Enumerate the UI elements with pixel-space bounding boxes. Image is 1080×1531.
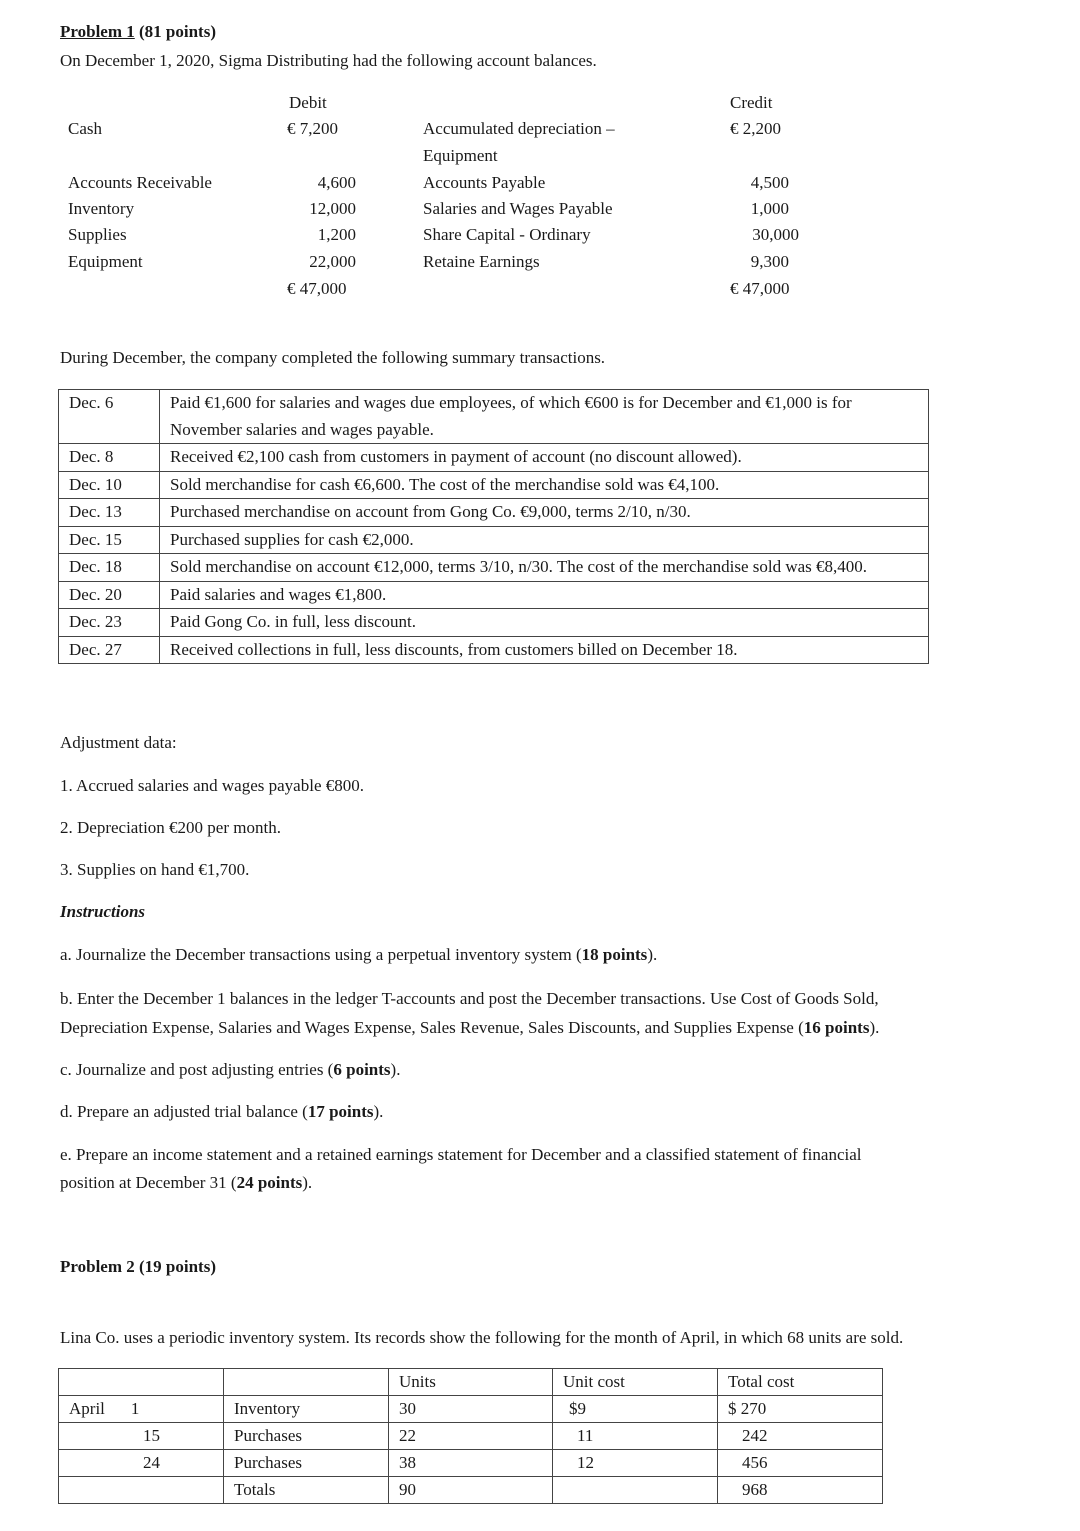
debit-account-name: Inventory — [68, 199, 135, 218]
adjustment-item: 1. Accrued salaries and wages payable €800. — [60, 776, 364, 795]
table-row — [59, 609, 929, 637]
debit-account-amount: 1,200 — [317, 225, 356, 244]
header-units: Units — [389, 1369, 553, 1396]
instruction-points: 6 points — [333, 1060, 391, 1079]
transaction-text: Purchased merchandise on account from Gong Co. €9,000, terms 2/10, n/30. — [160, 499, 929, 527]
table-row — [59, 1369, 883, 1396]
instructions-heading: Instructions — [60, 902, 146, 921]
instruction-text: position at December 31 ( — [60, 1173, 237, 1192]
instruction-b-cont — [60, 1018, 879, 1038]
transaction-date: Dec. 20 — [59, 581, 160, 609]
transaction-date: Dec. 8 — [59, 444, 160, 472]
description: Purchases — [224, 1450, 389, 1477]
debit-header: Debit — [289, 93, 327, 112]
problem2-intro: Lina Co. uses a periodic inventory system. Its records show the following for the month of April, in which 68 units are sold. — [60, 1328, 904, 1347]
instruction-b: b. Enter the December 1 balances in the ledger T-accounts and post the December transactions. Use Cost of Goods Sold, — [60, 989, 879, 1008]
debit-account-name: Accounts Receivable — [68, 173, 212, 192]
problem1-points: (81 points) — [139, 22, 216, 41]
transaction-date: Dec. 13 — [59, 499, 160, 527]
instruction-text: a. Journalize the December transactions using a perpetual inventory system ( — [60, 945, 582, 964]
transaction-text: Received €2,100 cash from customers in payment of account (no discount allowed). — [160, 444, 929, 472]
units: 30 — [389, 1396, 553, 1423]
instruction-d — [60, 1102, 383, 1122]
table-row — [59, 1423, 883, 1450]
transaction-text: Purchased supplies for cash €2,000. — [160, 526, 929, 554]
total-cost: 968 — [718, 1477, 883, 1504]
day: 1 — [130, 1399, 140, 1418]
credit-account-name: Salaries and Wages Payable — [423, 199, 613, 218]
transaction-date: Dec. 27 — [59, 636, 160, 664]
unit-cost: 12 — [553, 1450, 718, 1477]
transaction-date: Dec. 15 — [59, 526, 160, 554]
problem1-heading — [60, 22, 216, 42]
instruction-end: ). — [647, 945, 658, 964]
adjustment-item: 2. Depreciation €200 per month. — [60, 818, 281, 837]
month: April — [69, 1399, 105, 1418]
problem2-title: Problem 2 (19 points) — [60, 1257, 216, 1276]
credit-account-amount: € 2,200 — [730, 119, 781, 138]
table-row — [59, 1450, 883, 1477]
credit-account-name: Accumulated depreciation – — [423, 119, 615, 138]
units: 22 — [389, 1423, 553, 1450]
units: 38 — [389, 1450, 553, 1477]
instruction-end: ). — [390, 1060, 401, 1079]
header-blank — [59, 1369, 224, 1396]
header-total-cost: Total cost — [718, 1369, 883, 1396]
header-unit-cost: Unit cost — [553, 1369, 718, 1396]
table-row — [59, 471, 929, 499]
problem1-title: Problem 1 — [60, 22, 135, 41]
table-row — [59, 581, 929, 609]
table-row — [59, 526, 929, 554]
debit-account-amount: € 7,200 — [287, 119, 338, 138]
date-cell — [59, 1477, 224, 1504]
adjustment-item: 3. Supplies on hand €1,700. — [60, 860, 250, 879]
unit-cost: $9 — [553, 1396, 718, 1423]
instruction-e-cont — [60, 1173, 312, 1193]
instruction-text: c. Journalize and post adjusting entries ( — [60, 1060, 334, 1079]
table-row — [59, 636, 929, 664]
instruction-end: ). — [373, 1102, 384, 1121]
credit-account-name: Accounts Payable — [423, 173, 546, 192]
transaction-text: Paid Gong Co. in full, less discount. — [160, 609, 929, 637]
transactions-table — [58, 389, 929, 664]
instruction-e: e. Prepare an income statement and a retained earnings statement for December and a classified statement of financial — [60, 1145, 862, 1164]
instruction-text: Depreciation Expense, Salaries and Wages Expense, Sales Revenue, Sales Discounts, and Supplies Expense ( — [60, 1018, 804, 1037]
day: 15 — [59, 1423, 224, 1450]
credit-total: € 47,000 — [730, 279, 790, 298]
table-row — [59, 390, 929, 444]
debit-account-name: Equipment — [68, 252, 143, 271]
table-row — [59, 444, 929, 472]
instruction-end: ). — [302, 1173, 313, 1192]
credit-account-amount: 1,000 — [750, 199, 789, 218]
instruction-points: 17 points — [307, 1102, 374, 1121]
total-cost: $ 270 — [718, 1396, 883, 1423]
description: Purchases — [224, 1423, 389, 1450]
debit-account-amount: 12,000 — [309, 199, 356, 218]
transaction-date: Dec. 18 — [59, 554, 160, 582]
table-row — [59, 1477, 883, 1504]
credit-account-amount: 4,500 — [750, 173, 789, 192]
transaction-date: Dec. 10 — [59, 471, 160, 499]
total-cost: 242 — [718, 1423, 883, 1450]
table-row — [59, 1396, 883, 1423]
day: 24 — [59, 1450, 224, 1477]
transactions-intro: During December, the company completed the following summary transactions. — [60, 348, 606, 367]
credit-account-name: Share Capital - Ordinary — [423, 225, 591, 244]
header-blank — [224, 1369, 389, 1396]
inventory-table — [58, 1368, 883, 1504]
instruction-c — [60, 1060, 400, 1080]
units: 90 — [389, 1477, 553, 1504]
instruction-text: d. Prepare an adjusted trial balance ( — [60, 1102, 308, 1121]
table-row — [59, 554, 929, 582]
credit-header: Credit — [730, 93, 773, 112]
instruction-points: 16 points — [803, 1018, 870, 1037]
debit-account-amount: 4,600 — [317, 173, 356, 192]
credit-account-name-cont: Equipment — [423, 146, 498, 165]
problem1-intro: On December 1, 2020, Sigma Distributing had the following account balances. — [60, 51, 597, 70]
table-row — [59, 499, 929, 527]
adjustment-heading: Adjustment data: — [60, 733, 177, 752]
transaction-date: Dec. 6 — [59, 390, 160, 444]
total-cost: 456 — [718, 1450, 883, 1477]
transaction-text: Received collections in full, less discounts, from customers billed on December 18. — [160, 636, 929, 664]
credit-account-amount: 9,300 — [750, 252, 789, 271]
transaction-text: Paid salaries and wages €1,800. — [160, 581, 929, 609]
transaction-text: Paid €1,600 for salaries and wages due employees, of which €600 is for December and €1,000 is for November salaries and wages payable. — [160, 390, 929, 444]
credit-account-name: Retaine Earnings — [423, 252, 540, 271]
debit-account-name: Supplies — [68, 225, 127, 244]
unit-cost: 11 — [553, 1423, 718, 1450]
credit-account-amount: 30,000 — [752, 225, 799, 244]
transaction-date: Dec. 23 — [59, 609, 160, 637]
debit-account-amount: 22,000 — [309, 252, 356, 271]
transaction-text: Sold merchandise for cash €6,600. The cost of the merchandise sold was €4,100. — [160, 471, 929, 499]
unit-cost — [553, 1477, 718, 1504]
description: Totals — [224, 1477, 389, 1504]
debit-account-name: Cash — [68, 119, 102, 138]
debit-total: € 47,000 — [287, 279, 347, 298]
instruction-end: ). — [869, 1018, 880, 1037]
description: Inventory — [224, 1396, 389, 1423]
instruction-points: 18 points — [581, 945, 648, 964]
date-cell — [59, 1396, 224, 1423]
instruction-points: 24 points — [236, 1173, 303, 1192]
instruction-a — [60, 945, 657, 965]
transaction-text: Sold merchandise on account €12,000, terms 3/10, n/30. The cost of the merchandise sold was €8,400. — [160, 554, 929, 582]
